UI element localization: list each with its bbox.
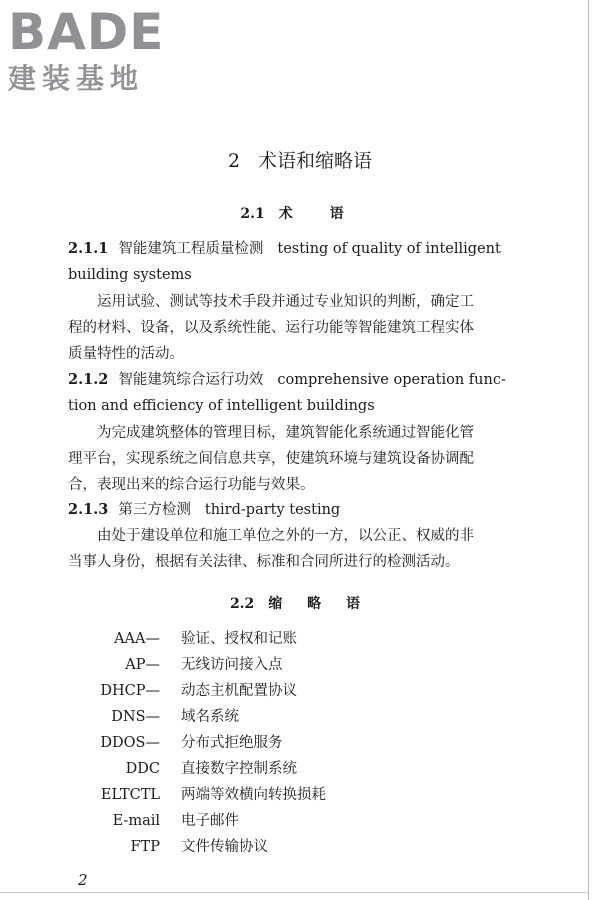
- term-english-continued: tion and efficiency of intelligent buildings: [68, 398, 375, 414]
- term-heading: [68, 370, 528, 390]
- logo-main-text: BADE: [8, 3, 165, 61]
- abbreviation-definition: 电子邮件: [181, 813, 239, 829]
- term-chinese: 智能建筑综合运行功效: [118, 372, 264, 388]
- term-description: 为完成建筑整体的管理目标，建筑智能化系统通过智能化管: [97, 425, 474, 441]
- abbreviation-definition: 两端等效横向转换损耗: [181, 787, 326, 803]
- abbreviation-definition: 动态主机配置协议: [181, 683, 297, 699]
- page-edge-bottom: [0, 892, 588, 893]
- abbreviation: DHCP—: [100, 683, 160, 699]
- section-title: 术 语: [278, 206, 360, 222]
- abbreviation-definition: 无线访问接入点: [181, 657, 283, 673]
- term-description: 运用试验、测试等技术手段并通过专业知识的判断，确定工: [97, 294, 474, 310]
- section-number: 2.2: [229, 596, 255, 612]
- term-chinese: 智能建筑工程质量检测: [118, 241, 264, 257]
- section-heading-terms: [0, 203, 600, 223]
- term-description: 合，表现出来的综合运行功能与效果。: [68, 477, 315, 493]
- term-description: 质量特性的活动。: [68, 346, 184, 362]
- page-number: 2: [78, 871, 88, 889]
- abbreviation: DNS—: [111, 709, 160, 725]
- term-number: 2.1.2: [68, 371, 109, 388]
- term-number: 2.1.1: [68, 240, 109, 257]
- abbreviation-definition: 验证、授权和记账: [181, 631, 297, 647]
- logo-sub-text: 建装基地: [8, 62, 145, 95]
- term-number: 2.1.3: [68, 501, 109, 518]
- term-english: third-party testing: [204, 502, 341, 518]
- abbreviation: ELTCTL: [100, 787, 160, 803]
- abbreviation-definition: 直接数字控制系统: [181, 761, 297, 777]
- term-description: 当事人身份，根据有关法律、标准和合同所进行的检测活动。: [68, 554, 460, 570]
- abbreviation: FTP: [130, 839, 160, 855]
- abbreviation-definition: 域名系统: [181, 709, 239, 725]
- term-description: 由处于建设单位和施工单位之外的一方，以公正、权威的非: [97, 528, 474, 544]
- abbreviation: DDOS—: [100, 735, 160, 751]
- term-english: testing of quality of intelligent: [277, 241, 501, 257]
- watermark-logo: [8, 3, 165, 96]
- abbreviation-definition: 文件传输协议: [181, 839, 268, 855]
- term-description: 理平台，实现系统之间信息共享，使建筑环境与建筑设备协调配: [68, 451, 474, 467]
- term-chinese: 第三方检测: [118, 502, 191, 518]
- term-description: 程的材料、设备，以及系统性能、运行功能等智能建筑工程实体: [68, 320, 474, 336]
- chapter-number: 2: [227, 150, 241, 172]
- abbreviation: AAA—: [114, 631, 160, 647]
- term-heading: [68, 500, 528, 520]
- term-english-continued: building systems: [68, 267, 192, 283]
- term-heading: [68, 239, 528, 259]
- abbreviation: E-mail: [112, 813, 160, 829]
- section-heading-abbreviations: [0, 593, 600, 613]
- abbreviation: AP—: [125, 657, 160, 673]
- page-edge-right: [588, 0, 589, 900]
- chapter-heading: [0, 146, 600, 173]
- term-english: comprehensive operation func-: [277, 372, 506, 388]
- section-title: 缩 略 语: [268, 596, 371, 612]
- section-number: 2.1: [240, 206, 265, 222]
- chapter-title: 术语和缩略语: [258, 150, 373, 172]
- abbreviation-definition: 分布式拒绝服务: [181, 735, 283, 751]
- abbreviation: DDC: [125, 761, 160, 777]
